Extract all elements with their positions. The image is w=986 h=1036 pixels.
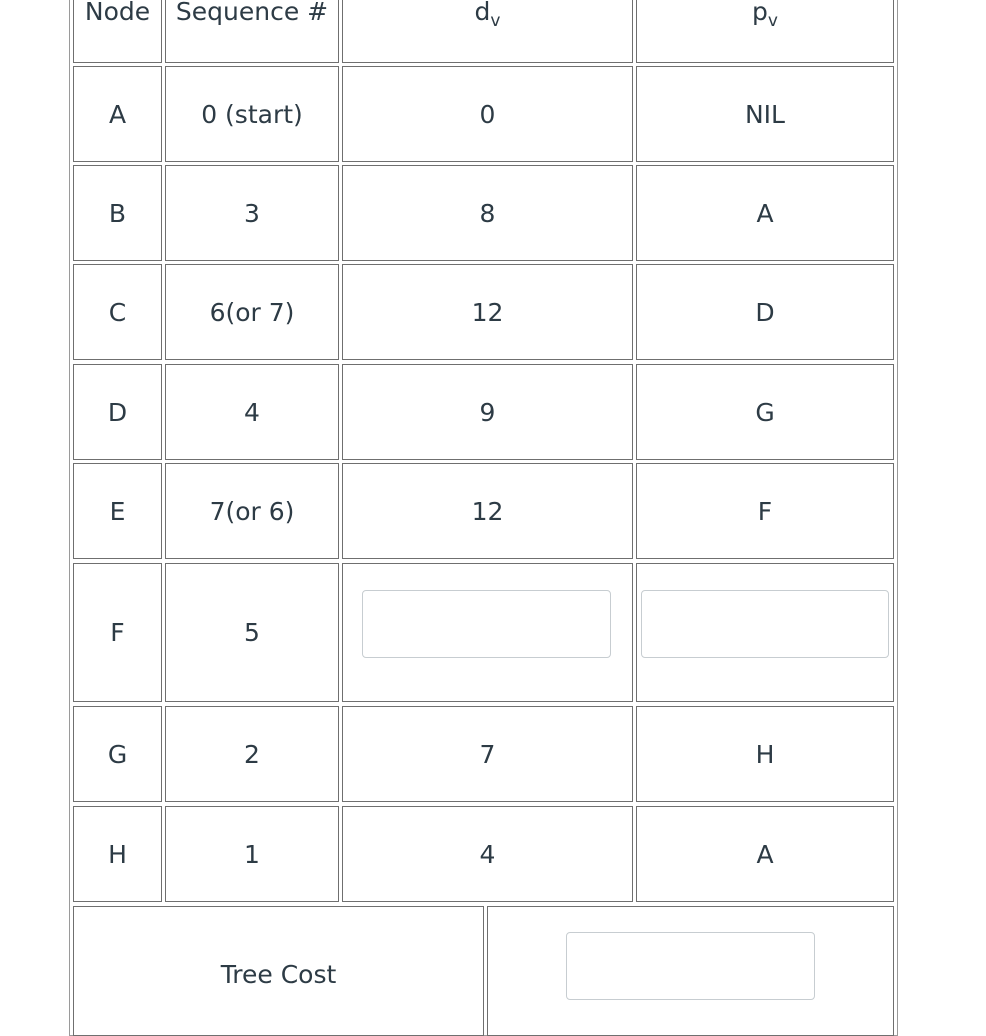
cell-node-h: H bbox=[73, 806, 162, 902]
cell-pv-a: NIL bbox=[636, 66, 894, 162]
cell-dv-h: 4 bbox=[342, 806, 633, 902]
cell-sequence-a: 0 (start) bbox=[165, 66, 339, 162]
cell-sequence-e: 7(or 6) bbox=[165, 463, 339, 559]
cell-pv-e: F bbox=[636, 463, 894, 559]
tree-cost-label-cell: Tree Cost bbox=[73, 906, 484, 1036]
cell-pv-g: H bbox=[636, 706, 894, 802]
cell-pv-h: A bbox=[636, 806, 894, 902]
cell-node-c: C bbox=[73, 264, 162, 360]
cell-node-d: D bbox=[73, 364, 162, 460]
cell-dv-e: 12 bbox=[342, 463, 633, 559]
header-dv: $d_v$ bbox=[342, 0, 633, 63]
cell-sequence-c: 6(or 7) bbox=[165, 264, 339, 360]
cell-sequence-f: 5 bbox=[165, 563, 339, 702]
tree-cost-input[interactable] bbox=[566, 932, 815, 1000]
cell-pv-c: D bbox=[636, 264, 894, 360]
cell-sequence-b: 3 bbox=[165, 165, 339, 261]
cell-pv-b: A bbox=[636, 165, 894, 261]
dv-f-input[interactable] bbox=[362, 590, 611, 658]
cell-sequence-g: 2 bbox=[165, 706, 339, 802]
pv-f-input[interactable] bbox=[641, 590, 889, 658]
cell-dv-a: 0 bbox=[342, 66, 633, 162]
cell-node-e: E bbox=[73, 463, 162, 559]
cell-node-a: A bbox=[73, 66, 162, 162]
header-sequence: Sequence # bbox=[165, 0, 339, 63]
header-node: Node bbox=[73, 0, 162, 63]
cell-sequence-h: 1 bbox=[165, 806, 339, 902]
cell-node-f: F bbox=[73, 563, 162, 702]
cell-sequence-d: 4 bbox=[165, 364, 339, 460]
cell-node-b: B bbox=[73, 165, 162, 261]
cell-dv-d: 9 bbox=[342, 364, 633, 460]
header-pv: $p_v$ bbox=[636, 0, 894, 63]
cell-dv-b: 8 bbox=[342, 165, 633, 261]
cell-dv-c: 12 bbox=[342, 264, 633, 360]
cell-node-g: G bbox=[73, 706, 162, 802]
cell-dv-g: 7 bbox=[342, 706, 633, 802]
cell-pv-d: G bbox=[636, 364, 894, 460]
